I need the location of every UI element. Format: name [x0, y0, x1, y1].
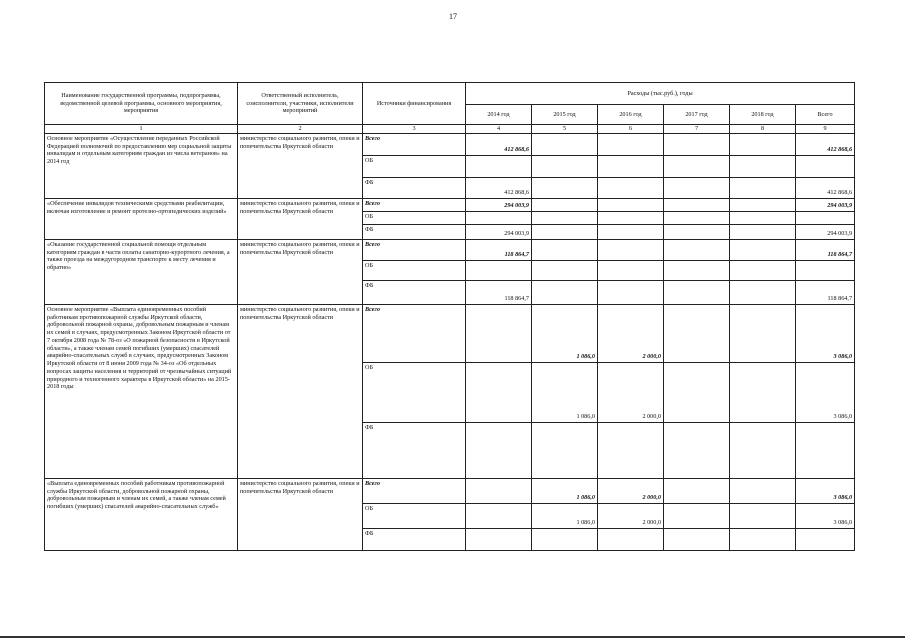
- value-cell: 412 868,6: [796, 177, 855, 198]
- source-total: Всего: [363, 478, 466, 503]
- value-cell: 3 086,0: [796, 503, 855, 528]
- value-cell: [664, 528, 730, 550]
- value-cell: [730, 177, 796, 198]
- page-number: 17: [449, 12, 457, 21]
- value-cell: [466, 362, 532, 422]
- value-cell: [664, 224, 730, 239]
- program-name: Основное мероприятие «Выплата единовременных пособий работникам противопожарной службы Иркутской области, добровольной пожарной охраны, добровольным пожарным и членам их семей в случаях, предусмотренных Законом Иркутской области от 7 октября 2008 года № 78-оз «О пожарной безопасности в Иркутской области», а также членам семей погибших (умерших) спасателей аварийно-спасательных служб в случаях, предусмотренных Законом Иркутской области от 8 июня 2009 года № 34-оз «Об отдельных вопросах защиты населения и территорий от чрезвычайных ситуаций природного и техногенного характера в Иркутской области» на 2015-2018 годы: [45, 304, 238, 478]
- value-cell: [664, 211, 730, 224]
- value-cell: [730, 304, 796, 362]
- value-cell: 294 003,9: [796, 224, 855, 239]
- value-cell: [598, 224, 664, 239]
- value-cell: [532, 260, 598, 280]
- header-executor: Ответственный исполнитель, соисполнители, участники, исполнители мероприятий: [238, 83, 363, 125]
- value-cell: [796, 260, 855, 280]
- program-name: «Обеспечение инвалидов техническими средствами реабилитации, включая изготовление и ремонт протезно-ортопедических изделий»: [45, 198, 238, 239]
- value-cell: 294 003,9: [466, 224, 532, 239]
- program-name: «Оказание государственной социальной помощи отдельным категориям граждан в части оплаты санаторно-курортного лечения, а также проезда на междугородном транспорте к месту лечения и обратно»: [45, 239, 238, 304]
- value-cell: 412 868,6: [466, 133, 532, 155]
- value-cell: 118 864,7: [796, 239, 855, 260]
- value-cell: [532, 198, 598, 211]
- column-number: 4: [466, 125, 532, 134]
- value-cell: [664, 478, 730, 503]
- value-cell: 118 864,7: [466, 280, 532, 304]
- value-cell: 2 000,0: [598, 478, 664, 503]
- executor-cell: министерство социального развития, опеки и попечительства Иркутской области: [238, 133, 363, 198]
- value-cell: [730, 211, 796, 224]
- value-cell: 3 086,0: [796, 304, 855, 362]
- value-cell: [466, 211, 532, 224]
- value-cell: 118 864,7: [796, 280, 855, 304]
- value-cell: [466, 503, 532, 528]
- value-cell: [532, 239, 598, 260]
- column-number: 7: [664, 125, 730, 134]
- source-ob: ОБ: [363, 155, 466, 177]
- value-cell: [466, 304, 532, 362]
- value-cell: 1 086,0: [532, 478, 598, 503]
- value-cell: [796, 211, 855, 224]
- value-cell: [466, 528, 532, 550]
- value-cell: [664, 133, 730, 155]
- table-row: [45, 239, 855, 260]
- value-cell: 294 003,9: [466, 198, 532, 211]
- header-year: 2018 год: [730, 105, 796, 125]
- executor-cell: министерство социального развития, опеки и попечительства Иркутской области: [238, 304, 363, 478]
- header-expenses: Расходы (тыс.руб.), годы: [466, 83, 855, 105]
- value-cell: [730, 260, 796, 280]
- table-row: [45, 133, 855, 155]
- value-cell: 412 868,6: [466, 177, 532, 198]
- value-cell: [796, 528, 855, 550]
- value-cell: [598, 155, 664, 177]
- value-cell: [532, 422, 598, 478]
- value-cell: [598, 528, 664, 550]
- source-ob: ОБ: [363, 503, 466, 528]
- column-number: 9: [796, 125, 855, 134]
- value-cell: [598, 280, 664, 304]
- value-cell: [730, 280, 796, 304]
- value-cell: [664, 503, 730, 528]
- page-bottom-rule: [0, 636, 905, 638]
- source-ob: ОБ: [363, 362, 466, 422]
- source-fb: ФБ: [363, 280, 466, 304]
- value-cell: [730, 362, 796, 422]
- value-cell: 118 864,7: [466, 239, 532, 260]
- value-cell: [466, 260, 532, 280]
- source-fb: ФБ: [363, 528, 466, 550]
- value-cell: [796, 155, 855, 177]
- source-fb: ФБ: [363, 224, 466, 239]
- value-cell: [532, 224, 598, 239]
- value-cell: [598, 260, 664, 280]
- executor-cell: министерство социального развития, опеки и попечительства Иркутской области: [238, 239, 363, 304]
- value-cell: [598, 177, 664, 198]
- value-cell: [598, 133, 664, 155]
- value-cell: [664, 155, 730, 177]
- value-cell: [730, 155, 796, 177]
- value-cell: 2 000,0: [598, 304, 664, 362]
- value-cell: 412 868,6: [796, 133, 855, 155]
- table-row: [45, 198, 855, 211]
- value-cell: [532, 155, 598, 177]
- executor-cell: министерство социального развития, опеки и попечительства Иркутской области: [238, 198, 363, 239]
- value-cell: [730, 503, 796, 528]
- value-cell: [730, 478, 796, 503]
- column-number: 6: [598, 125, 664, 134]
- value-cell: [466, 478, 532, 503]
- source-fb: ФБ: [363, 177, 466, 198]
- header-total: Всего: [796, 105, 855, 125]
- source-ob: ОБ: [363, 260, 466, 280]
- value-cell: [730, 422, 796, 478]
- value-cell: [664, 304, 730, 362]
- header-year: 2016 год: [598, 105, 664, 125]
- source-total: Всего: [363, 198, 466, 211]
- value-cell: [664, 362, 730, 422]
- source-ob: ОБ: [363, 211, 466, 224]
- value-cell: 2 000,0: [598, 503, 664, 528]
- value-cell: [730, 198, 796, 211]
- value-cell: [664, 198, 730, 211]
- column-number: 8: [730, 125, 796, 134]
- value-cell: [532, 211, 598, 224]
- value-cell: 1 086,0: [532, 503, 598, 528]
- value-cell: [532, 177, 598, 198]
- value-cell: [532, 133, 598, 155]
- source-fb: ФБ: [363, 422, 466, 478]
- value-cell: [730, 239, 796, 260]
- program-name: «Выплата единовременных пособий работникам противопожарной службы Иркутской области, добровольной пожарной охраны, добровольным пожарным и членам их семей, а также членам семей погибших (умерших) спасателей аварийно-спасательных служб»: [45, 478, 238, 550]
- column-number: 2: [238, 125, 363, 134]
- table-row: [45, 478, 855, 503]
- header-year: 2017 год: [664, 105, 730, 125]
- value-cell: 2 000,0: [598, 362, 664, 422]
- value-cell: [796, 422, 855, 478]
- table-row: [45, 304, 855, 362]
- value-cell: [532, 280, 598, 304]
- value-cell: [598, 198, 664, 211]
- value-cell: [598, 422, 664, 478]
- column-number: 1: [45, 125, 238, 134]
- column-number: 5: [532, 125, 598, 134]
- value-cell: [532, 528, 598, 550]
- value-cell: 3 086,0: [796, 362, 855, 422]
- budget-table: [44, 82, 855, 551]
- value-cell: [466, 155, 532, 177]
- header-source: Источники финансирования: [363, 83, 466, 125]
- column-number: 3: [363, 125, 466, 134]
- executor-cell: министерство социального развития, опеки и попечительства Иркутской области: [238, 478, 363, 550]
- value-cell: [730, 133, 796, 155]
- header-year: 2015 год: [532, 105, 598, 125]
- source-total: Всего: [363, 239, 466, 260]
- header-year: 2014 год: [466, 105, 532, 125]
- value-cell: 3 086,0: [796, 478, 855, 503]
- value-cell: [598, 211, 664, 224]
- value-cell: 1 086,0: [532, 362, 598, 422]
- value-cell: [664, 422, 730, 478]
- value-cell: [730, 224, 796, 239]
- header-name: Наименование государственной программы, подпрограммы, ведомственной целевой программы, основного мероприятия, мероприятия: [45, 83, 238, 125]
- program-name: Основное мероприятие «Осуществление переданных Российской Федерацией полномочий по предоставлению мер социальной защиты инвалидам и отдельным категориям граждан из числа ветеранов» на 2014 год: [45, 133, 238, 198]
- value-cell: 294 003,9: [796, 198, 855, 211]
- value-cell: [466, 422, 532, 478]
- value-cell: [664, 239, 730, 260]
- value-cell: [664, 177, 730, 198]
- value-cell: [730, 528, 796, 550]
- value-cell: [664, 280, 730, 304]
- value-cell: 1 086,0: [532, 304, 598, 362]
- source-total: Всего: [363, 304, 466, 362]
- source-total: Всего: [363, 133, 466, 155]
- value-cell: [598, 239, 664, 260]
- value-cell: [664, 260, 730, 280]
